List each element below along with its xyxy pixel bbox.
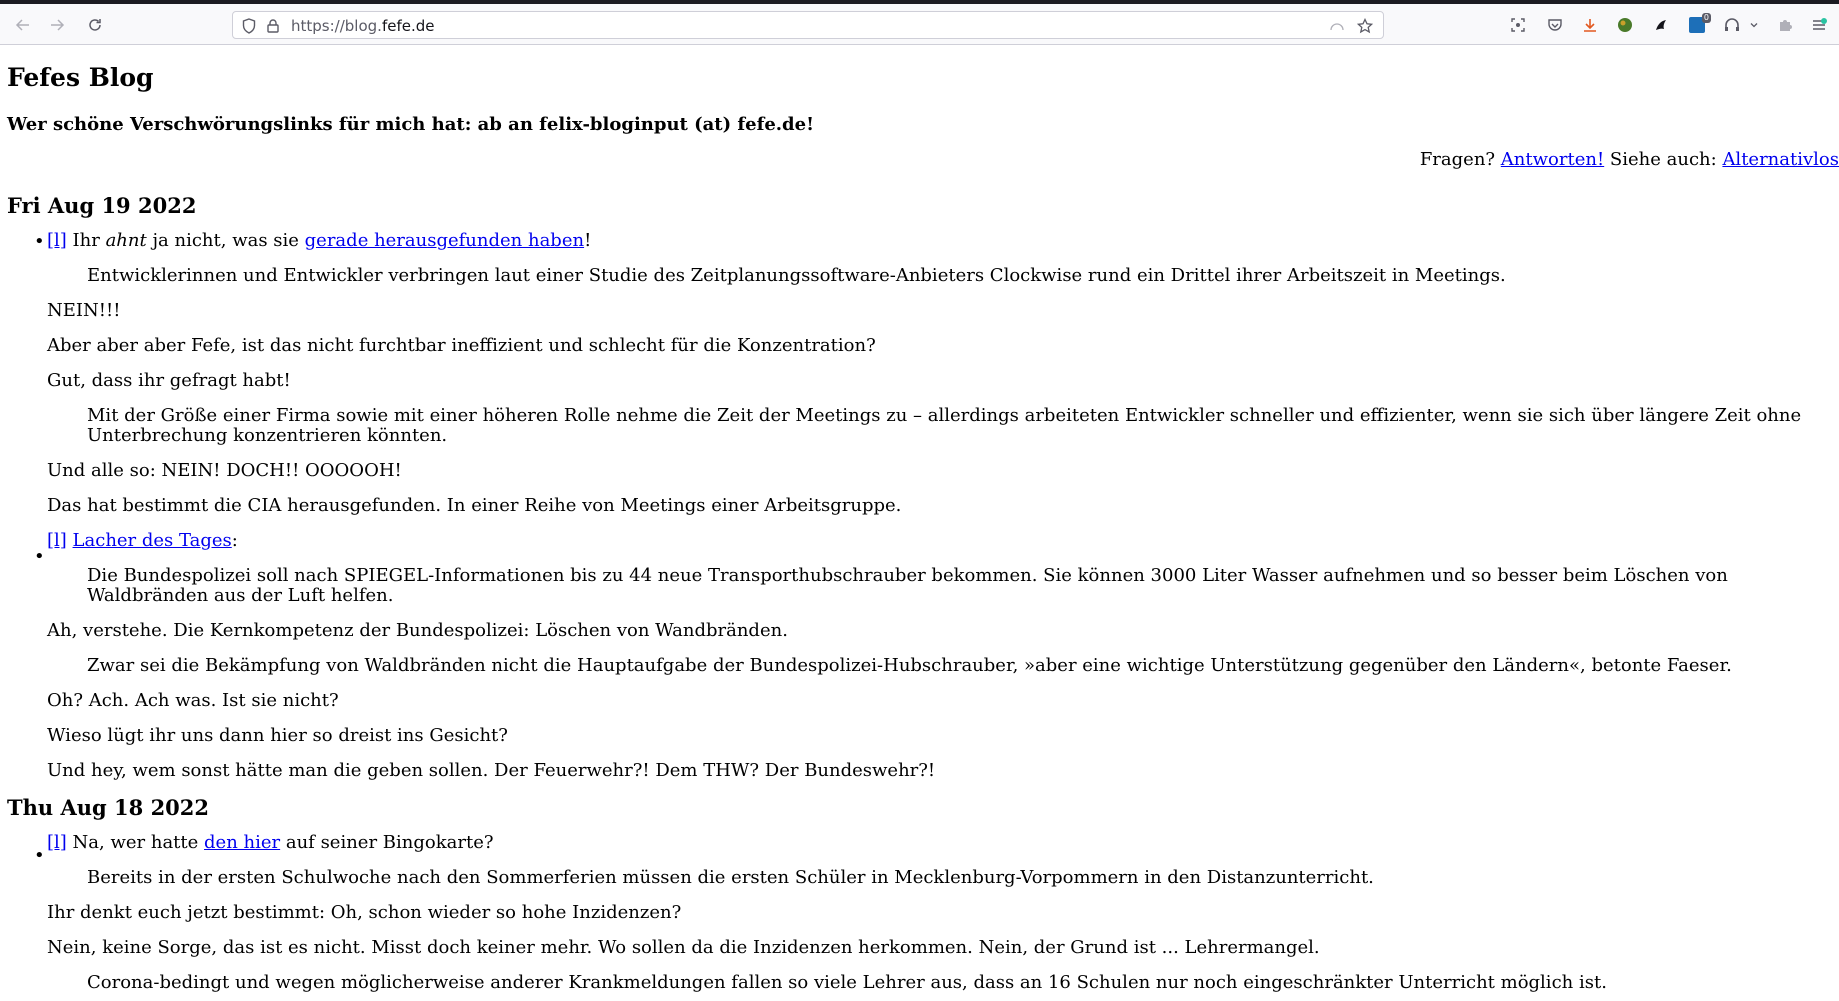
post-text: Ah, verstehe. Die Kernkompetenz der Bundespolizei: Löschen von Wandbränden. (47, 620, 788, 641)
post-text: Nein, keine Sorge, das ist es nicht. Misst doch keiner mehr. Wo sollen da die Inzidenzen herkommen. Nein, der Grund ist ... Lehrermangel. (47, 937, 1320, 958)
alternativlos-link[interactable]: Alternativlos (1722, 149, 1839, 170)
siehe-auch-text: Siehe auch: (1609, 149, 1717, 170)
post-text: Aber aber aber Fefe, ist das nicht furchtbar ineffizient und schlecht für die Konzentration? (47, 335, 876, 356)
app-menu-icon[interactable] (1806, 12, 1832, 38)
post-list (7, 833, 1832, 993)
reload-icon[interactable] (82, 12, 108, 38)
quote: Corona-bedingt und wegen möglicherweise anderer Krankmeldungen fallen so viele Lehrer aus, dass an 16 Schulen nur noch eingeschränkter Unterricht möglich ist. (87, 972, 1607, 993)
post-text: Und hey, wem sonst hätte man die geben sollen. Der Feuerwehr?! Dem THW? Der Bundeswehr?! (47, 760, 936, 781)
post-text: Und alle so: NEIN! DOCH!! OOOOOH! (47, 460, 402, 481)
reader-view-icon[interactable] (1327, 16, 1347, 36)
pocket-icon[interactable] (1542, 12, 1568, 38)
blog-subtitle: Wer schöne Verschwörungslinks für mich hat: ab an felix-bloginput (at) fefe.de! (7, 114, 814, 135)
extension-gnu-icon[interactable] (1648, 12, 1674, 38)
post-headline: [l] Na, wer hatte den hier auf seiner Bingokarte? (47, 832, 494, 853)
url-text[interactable] (291, 17, 434, 35)
permalink[interactable]: [l] (47, 230, 67, 251)
back-arrow-icon[interactable] (10, 12, 36, 38)
post-text: Ihr denkt euch jetzt bestimmt: Oh, schon wieder so hohe Inzidenzen? (47, 902, 682, 923)
lock-icon[interactable] (263, 16, 283, 36)
quote: Bereits in der ersten Schulwoche nach den Sommerferien müssen die ersten Schüler in Mecklenburg-Vorpommern in den Distanzunterricht. (87, 867, 1374, 888)
update-indicator-icon (1821, 18, 1827, 24)
chevron-down-icon[interactable] (1746, 12, 1762, 38)
url-bar[interactable] (232, 11, 1384, 39)
screenshot-icon[interactable] (1505, 12, 1531, 38)
post-headline: [l] Lacher des Tages: (47, 530, 238, 551)
post-text: Gut, dass ihr gefragt habt! (47, 370, 291, 391)
day-heading: Fri Aug 19 2022 (7, 193, 197, 218)
post-text: Oh? Ach. Ach was. Ist sie nicht? (47, 690, 339, 711)
fragen-text: Fragen? (1419, 149, 1496, 170)
extension-badge: 0 (1703, 13, 1709, 22)
blog-title-link[interactable]: Fefes Blog (7, 63, 154, 92)
post-list (7, 231, 1832, 781)
post-text: NEIN!!! (47, 300, 121, 321)
blog-post: • [l] Ihr ahnt ja nicht, was sie gerade herausgefunden haben! Entwicklerinnen und Entwickler verbringen laut einer Studie des Zeitplanungssoftware-Anbieters Clockwise rund ein Drittel ihrer Arbeitszeit in Meetings. NEIN!!! Aber aber aber Fefe, ist das nicht furchtbar ineffizient und schlecht für die Konzentration? Gut, dass ihr gefragt habt! Mit der Größe einer Firma sowie mit einer höheren Rolle nehme die Zeit der Meetings zu – allerdings arbeiteten Entwickler schneller und effizienter, wenn sie sich über längere Zeit ohne Unterbrechung konzentrieren könnten. Und alle so: NEIN! DOCH!! OOOOOH! Das hat bestimmt die CIA herausgefunden. In einer Reihe von Meetings einer Arbeitsgruppe. (7, 231, 1832, 516)
day-heading: Thu Aug 18 2022 (7, 795, 210, 820)
forward-arrow-icon[interactable] (44, 12, 70, 38)
antworten-link[interactable]: Antworten! (1500, 149, 1605, 170)
quote: Entwicklerinnen und Entwickler verbringen laut einer Studie des Zeitplanungssoftware-Anbieters Clockwise rund ein Drittel ihrer Arbeitszeit in Meetings. (87, 265, 1506, 286)
quote: Mit der Größe einer Firma sowie mit einer höheren Rolle nehme die Zeit der Meetings zu – allerdings arbeiteten Entwickler schneller und effizienter, wenn sie sich über längere Zeit ohne Unterbrechung konzentrieren könnten. (87, 405, 1802, 446)
downloads-icon[interactable] (1577, 12, 1603, 38)
page-content (0, 45, 1839, 993)
post-link[interactable]: den hier (204, 832, 281, 853)
bookmark-star-icon[interactable] (1355, 16, 1375, 36)
extension-headphones-icon[interactable] (1719, 12, 1745, 38)
post-text: Wieso lügt ihr uns dann hier so dreist ins Gesicht? (47, 725, 508, 746)
blog-post: • [l] Lacher des Tages: Die Bundespolizei soll nach SPIEGEL-Informationen bis zu 44 neue Transporthubschrauber bekommen. Sie können 3000 Liter Wasser aufnehmen und so besser beim Löschen von Waldbränden aus der Luft helfen. Ah, verstehe. Die Kernkompetenz der Bundespolizei: Löschen von Wandbränden. Zwar sei die Bekämpfung von Waldbränden nicht die Hauptaufgabe der Bundespolizei-Hubschrauber, »aber eine wichtige Unterstützung gegenüber den Ländern«, betonte Faeser. Oh? Ach. Ach was. Ist sie nicht? Wieso lügt ihr uns dann hier so dreist ins Gesicht? Und hey, wem sonst hätte man die geben sollen. Der Feuerwehr?! Dem THW? Der Bundeswehr?! (7, 531, 1832, 781)
post-link[interactable]: Lacher des Tages (72, 530, 232, 551)
extensions-puzzle-icon[interactable] (1772, 12, 1798, 38)
extension-globe-icon[interactable] (1612, 12, 1638, 38)
tracking-shield-icon[interactable] (239, 16, 259, 36)
permalink[interactable]: [l] (47, 832, 67, 853)
blog-title (7, 45, 1832, 92)
post-link[interactable]: gerade herausgefunden haben (304, 230, 585, 251)
blog-post: • [l] Na, wer hatte den hier auf seiner Bingokarte? Bereits in der ersten Schulwoche nach den Sommerferien müssen die ersten Schüler in Mecklenburg-Vorpommern in den Distanzunterricht. Ihr denkt euch jetzt bestimmt: Oh, schon wieder so hohe Inzidenzen? Nein, keine Sorge, das ist es nicht. Misst doch keiner mehr. Wo sollen da die Inzidenzen herkommen. Nein, der Grund ist ... Lehrermangel. Corona-bedingt und wegen möglicherweise anderer Krankmeldungen fallen so viele Lehrer aus, dass an 16 Schulen nur noch eingeschränkter Unterricht möglich ist. (7, 833, 1832, 993)
url-scheme: https://blog. (291, 17, 382, 35)
quote: Zwar sei die Bekämpfung von Waldbränden nicht die Hauptaufgabe der Bundespolizei-Hubschrauber, »aber eine wichtige Unterstützung gegenüber den Ländern«, betonte Faeser. (87, 655, 1732, 676)
browser-toolbar (0, 4, 1839, 45)
permalink[interactable]: [l] (47, 530, 67, 551)
post-text: Das hat bestimmt die CIA herausgefunden. In einer Reihe von Meetings einer Arbeitsgruppe. (47, 495, 902, 516)
topline-links (7, 149, 1839, 171)
quote: Die Bundespolizei soll nach SPIEGEL-Informationen bis zu 44 neue Transporthubschrauber bekommen. Sie können 3000 Liter Wasser aufnehmen und so besser beim Löschen von Waldbränden aus der Luft helfen. (87, 565, 1728, 606)
url-host: fefe.de (381, 17, 435, 35)
extension-privacy-icon[interactable] (1684, 12, 1710, 38)
post-headline: [l] Ihr ahnt ja nicht, was sie gerade herausgefunden haben! (47, 230, 592, 251)
